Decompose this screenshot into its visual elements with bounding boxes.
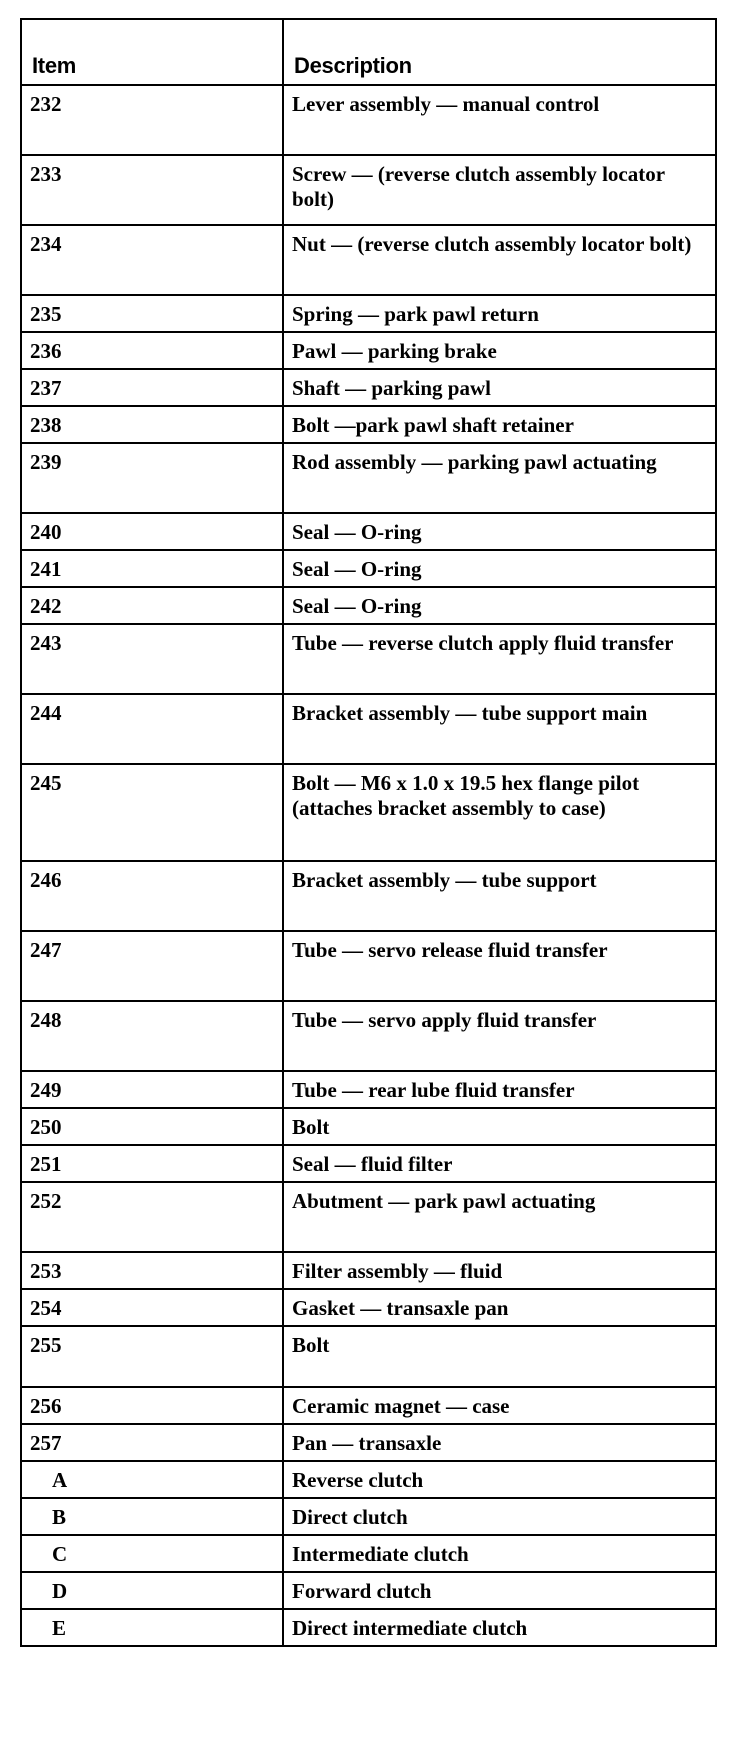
item-number-cell: 248 <box>21 1001 283 1071</box>
description-cell: Tube — reverse clutch apply fluid transfer <box>283 624 716 694</box>
description-cell: Abutment — park pawl actuating <box>283 1182 716 1252</box>
description-cell: Bolt — M6 x 1.0 x 19.5 hex flange pilot (attaches bracket assembly to case) <box>283 764 716 861</box>
item-number-cell: 241 <box>21 550 283 587</box>
table-row <box>21 406 716 443</box>
item-number-cell: 236 <box>21 332 283 369</box>
table-row <box>21 513 716 550</box>
table-row <box>21 443 716 513</box>
table-row <box>21 1182 716 1252</box>
table-body <box>21 85 716 1646</box>
item-number-cell: 254 <box>21 1289 283 1326</box>
header-row <box>21 19 716 85</box>
item-number-cell: 257 <box>21 1424 283 1461</box>
table-row <box>21 861 716 931</box>
description-cell: Tube — servo apply fluid transfer <box>283 1001 716 1071</box>
table-row <box>21 624 716 694</box>
item-number-cell: 253 <box>21 1252 283 1289</box>
description-cell: Reverse clutch <box>283 1461 716 1498</box>
table-row <box>21 85 716 155</box>
item-number-cell: 244 <box>21 694 283 764</box>
table-row <box>21 1572 716 1609</box>
table-row <box>21 550 716 587</box>
table-row <box>21 1387 716 1424</box>
description-cell: Seal — O-ring <box>283 513 716 550</box>
description-cell: Forward clutch <box>283 1572 716 1609</box>
table-row <box>21 1498 716 1535</box>
description-cell: Gasket — transaxle pan <box>283 1289 716 1326</box>
description-cell: Bolt <box>283 1326 716 1387</box>
table-row <box>21 295 716 332</box>
item-number-cell: 247 <box>21 931 283 1001</box>
item-number-cell: 240 <box>21 513 283 550</box>
table-row <box>21 1145 716 1182</box>
description-cell: Bracket assembly — tube support <box>283 861 716 931</box>
description-cell: Pan — transaxle <box>283 1424 716 1461</box>
item-number-cell: 251 <box>21 1145 283 1182</box>
table-row <box>21 764 716 861</box>
table-row <box>21 332 716 369</box>
table-row <box>21 1289 716 1326</box>
item-number-cell: A <box>21 1461 283 1498</box>
description-cell: Direct clutch <box>283 1498 716 1535</box>
description-cell: Spring — park pawl return <box>283 295 716 332</box>
table-row <box>21 155 716 225</box>
description-cell: Screw — (reverse clutch assembly locator bolt) <box>283 155 716 225</box>
item-number-cell: 235 <box>21 295 283 332</box>
table-row <box>21 225 716 295</box>
description-cell: Tube — servo release fluid transfer <box>283 931 716 1001</box>
item-number-cell: 239 <box>21 443 283 513</box>
table-row <box>21 1535 716 1572</box>
table-row <box>21 1071 716 1108</box>
item-number-cell: 246 <box>21 861 283 931</box>
item-number-cell: 249 <box>21 1071 283 1108</box>
table-row <box>21 587 716 624</box>
item-number-cell: 238 <box>21 406 283 443</box>
description-cell: Bolt <box>283 1108 716 1145</box>
description-cell: Lever assembly — manual control <box>283 85 716 155</box>
table-row <box>21 1326 716 1387</box>
item-number-cell: 233 <box>21 155 283 225</box>
item-number-cell: 252 <box>21 1182 283 1252</box>
item-number-cell: 234 <box>21 225 283 295</box>
table-row <box>21 931 716 1001</box>
item-number-cell: 250 <box>21 1108 283 1145</box>
description-cell: Direct intermediate clutch <box>283 1609 716 1646</box>
table-row <box>21 1252 716 1289</box>
table-row <box>21 1001 716 1071</box>
parts-table-container <box>20 18 715 1647</box>
item-number-cell: 255 <box>21 1326 283 1387</box>
description-column-header: Description <box>283 19 716 85</box>
item-number-cell: D <box>21 1572 283 1609</box>
item-number-cell: 237 <box>21 369 283 406</box>
table-header <box>21 19 716 85</box>
description-cell: Bolt —park pawl shaft retainer <box>283 406 716 443</box>
item-number-cell: C <box>21 1535 283 1572</box>
item-number-cell: 243 <box>21 624 283 694</box>
table-row <box>21 1461 716 1498</box>
item-column-header: Item <box>21 19 283 85</box>
table-row <box>21 1609 716 1646</box>
item-number-cell: B <box>21 1498 283 1535</box>
description-cell: Seal — O-ring <box>283 587 716 624</box>
item-number-cell: 256 <box>21 1387 283 1424</box>
item-number-cell: 245 <box>21 764 283 861</box>
description-cell: Ceramic magnet — case <box>283 1387 716 1424</box>
description-cell: Intermediate clutch <box>283 1535 716 1572</box>
item-number-cell: 232 <box>21 85 283 155</box>
description-cell: Pawl — parking brake <box>283 332 716 369</box>
item-number-cell: 242 <box>21 587 283 624</box>
description-cell: Seal — fluid filter <box>283 1145 716 1182</box>
table-row <box>21 1108 716 1145</box>
parts-table <box>20 18 717 1647</box>
table-row <box>21 1424 716 1461</box>
description-cell: Rod assembly — parking pawl actuating <box>283 443 716 513</box>
description-cell: Nut — (reverse clutch assembly locator bolt) <box>283 225 716 295</box>
description-cell: Bracket assembly — tube support main <box>283 694 716 764</box>
table-row <box>21 369 716 406</box>
description-cell: Filter assembly — fluid <box>283 1252 716 1289</box>
description-cell: Seal — O-ring <box>283 550 716 587</box>
table-row <box>21 694 716 764</box>
description-cell: Shaft — parking pawl <box>283 369 716 406</box>
description-cell: Tube — rear lube fluid transfer <box>283 1071 716 1108</box>
item-number-cell: E <box>21 1609 283 1646</box>
